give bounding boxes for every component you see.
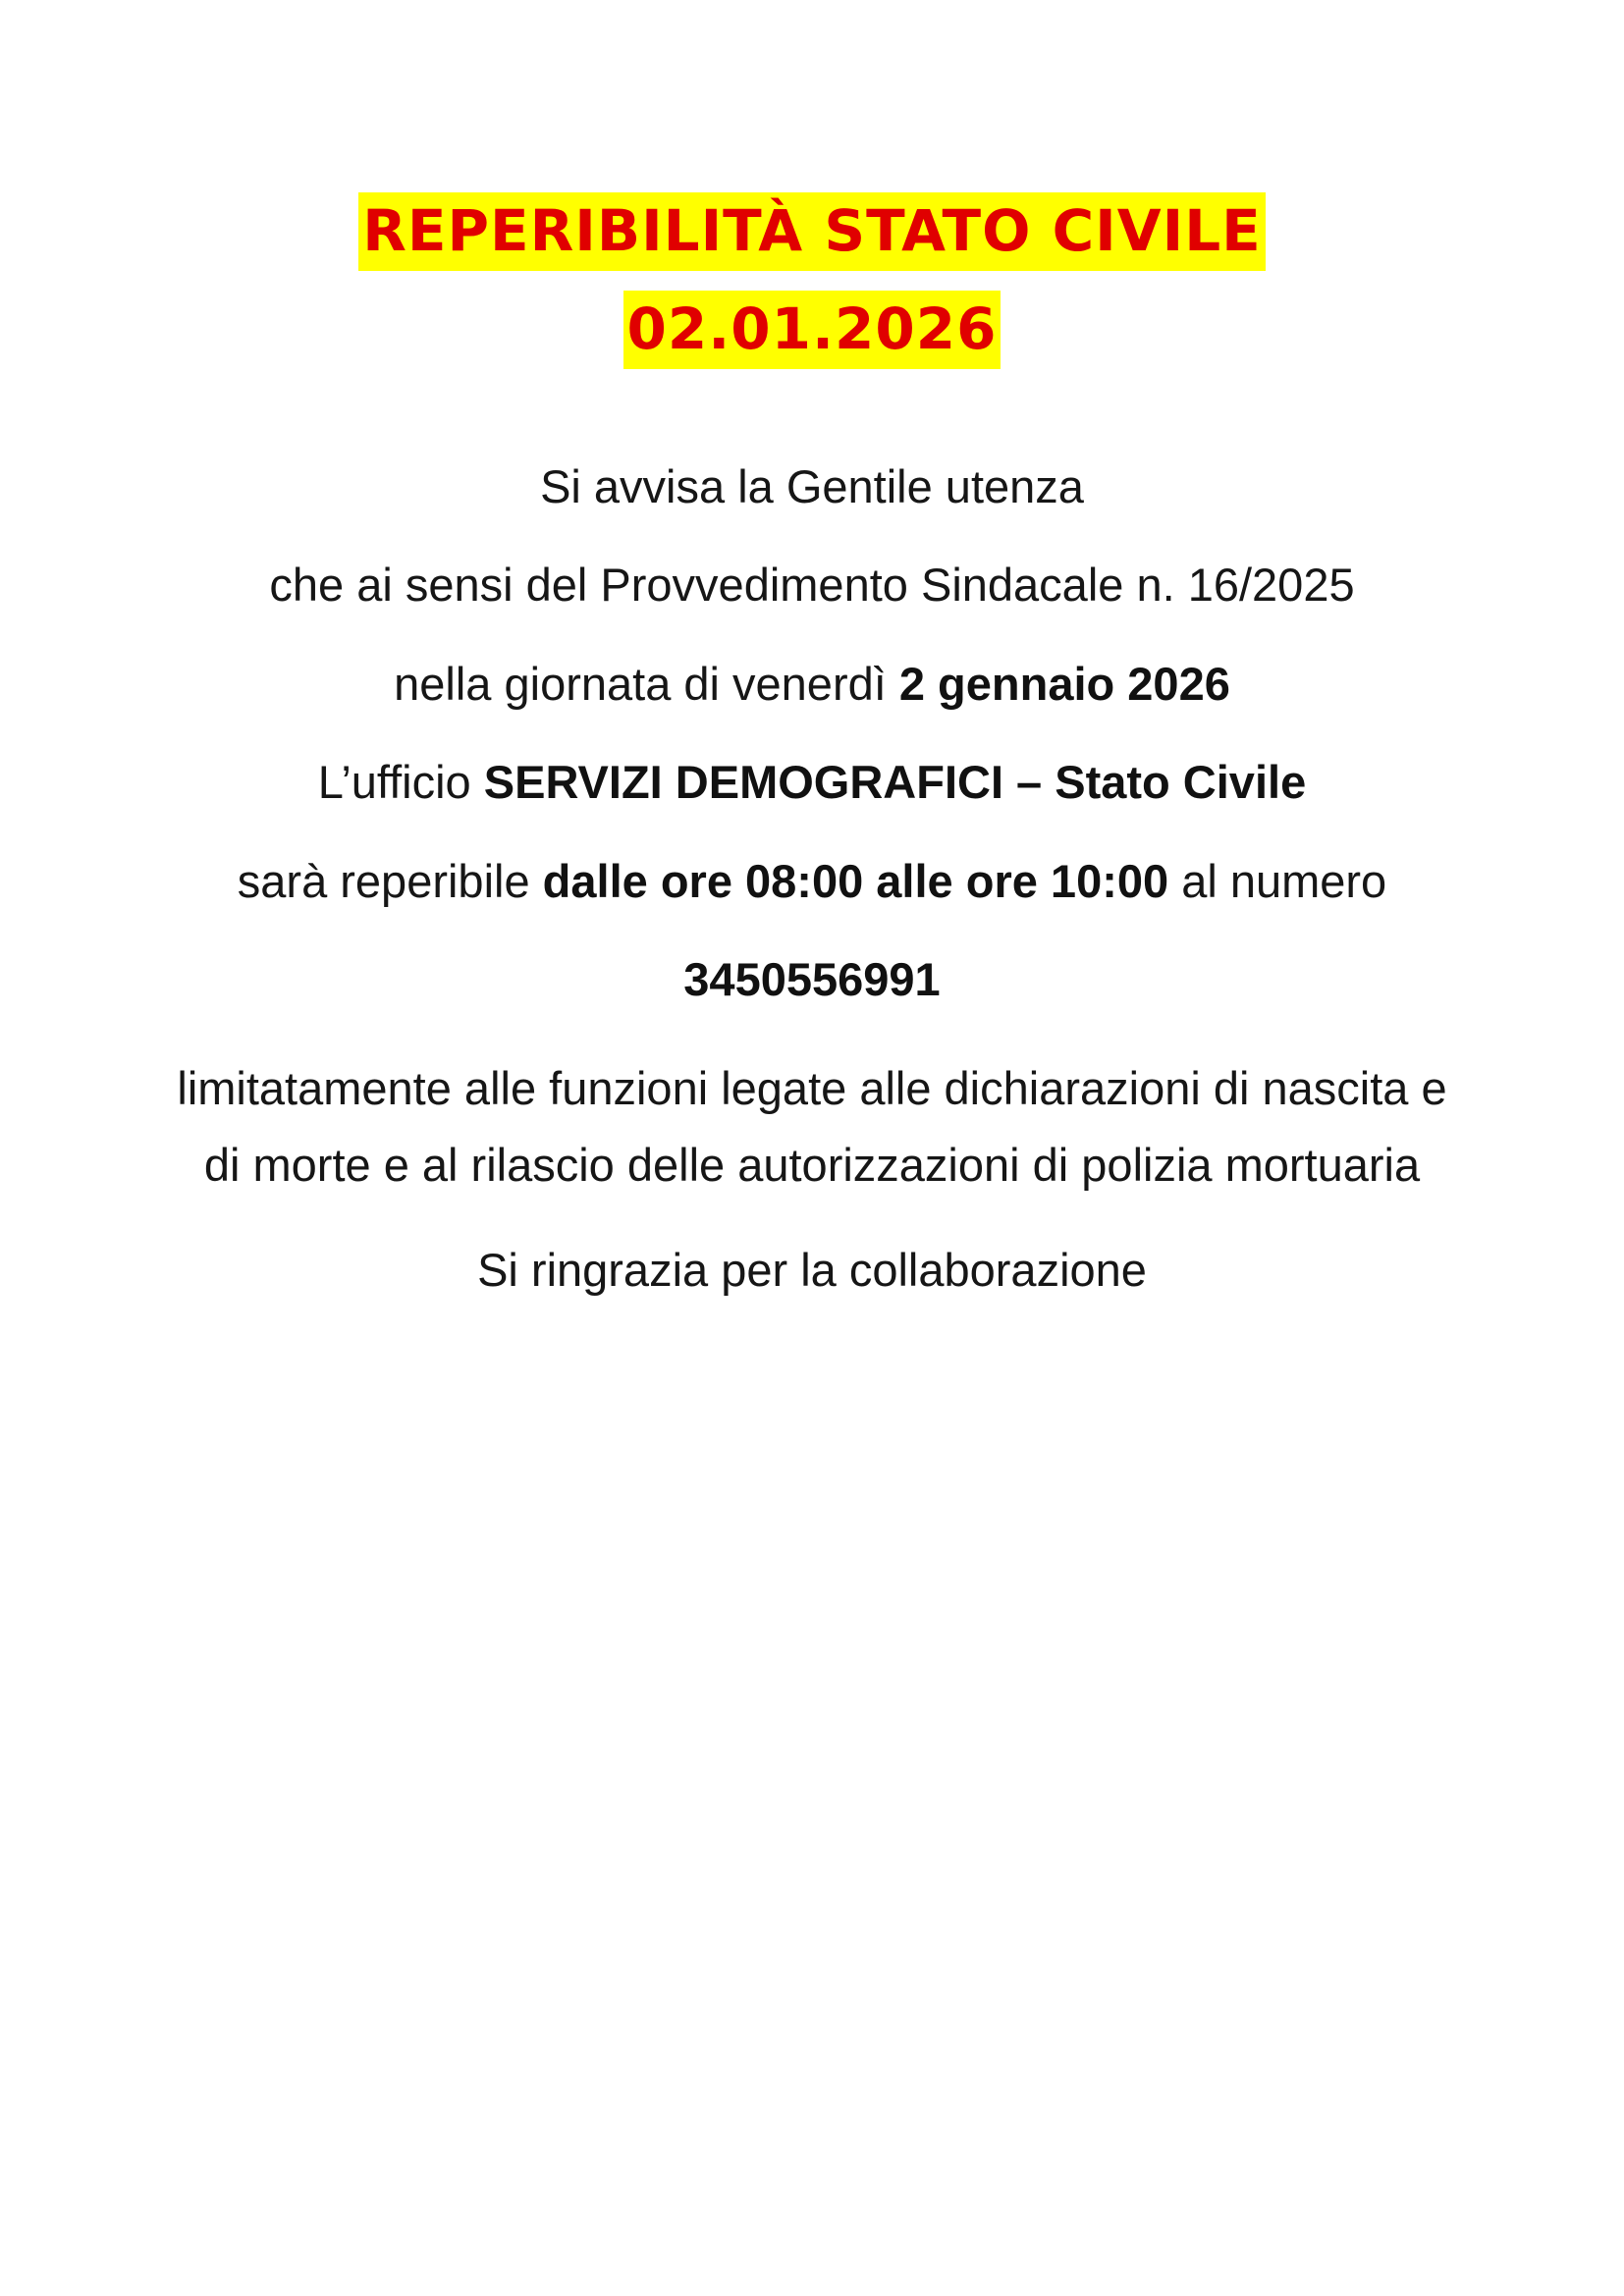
date-line-prefix: nella giornata di venerdì: [394, 657, 899, 710]
provision-line: che ai sensi del Provvedimento Sindacale n. 16/2025: [269, 559, 1355, 612]
heading-line-2: [0, 291, 1624, 369]
date-line-date: 2 gennaio 2026: [898, 657, 1230, 710]
heading-line-1: [0, 192, 1624, 271]
office-name: SERVIZI DEMOGRAFICI – Stato Civile: [483, 756, 1307, 809]
notice-heading: [0, 192, 1624, 369]
hours-line: [0, 854, 1624, 909]
heading-date: 02.01.2026: [623, 291, 1001, 369]
limitation-paragraph: limitatamente alle funzioni legate alle dichiarazioni di nascita e di morte e al rilascio delle autorizzazioni di polizia mortuaria: [177, 1062, 1447, 1192]
thanks-line: Si ringrazia per la collaborazione: [477, 1244, 1147, 1297]
phone-number: [0, 952, 1624, 1007]
hours-line-suffix: al numero: [1168, 854, 1387, 907]
heading-title: REPERIBILITÀ STATO CIVILE: [358, 192, 1266, 271]
hours-line-prefix: sarà reperibile: [237, 854, 543, 907]
office-line: [0, 755, 1624, 810]
hours-range: dalle ore 08:00 alle ore 10:00: [542, 854, 1169, 907]
notice-body: [0, 459, 1624, 1299]
greeting-line: Si avvisa la Gentile utenza: [540, 460, 1084, 512]
office-line-prefix: L’ufficio: [317, 756, 484, 809]
phone-number-value: 3450556991: [683, 952, 941, 1005]
date-line: [0, 657, 1624, 712]
